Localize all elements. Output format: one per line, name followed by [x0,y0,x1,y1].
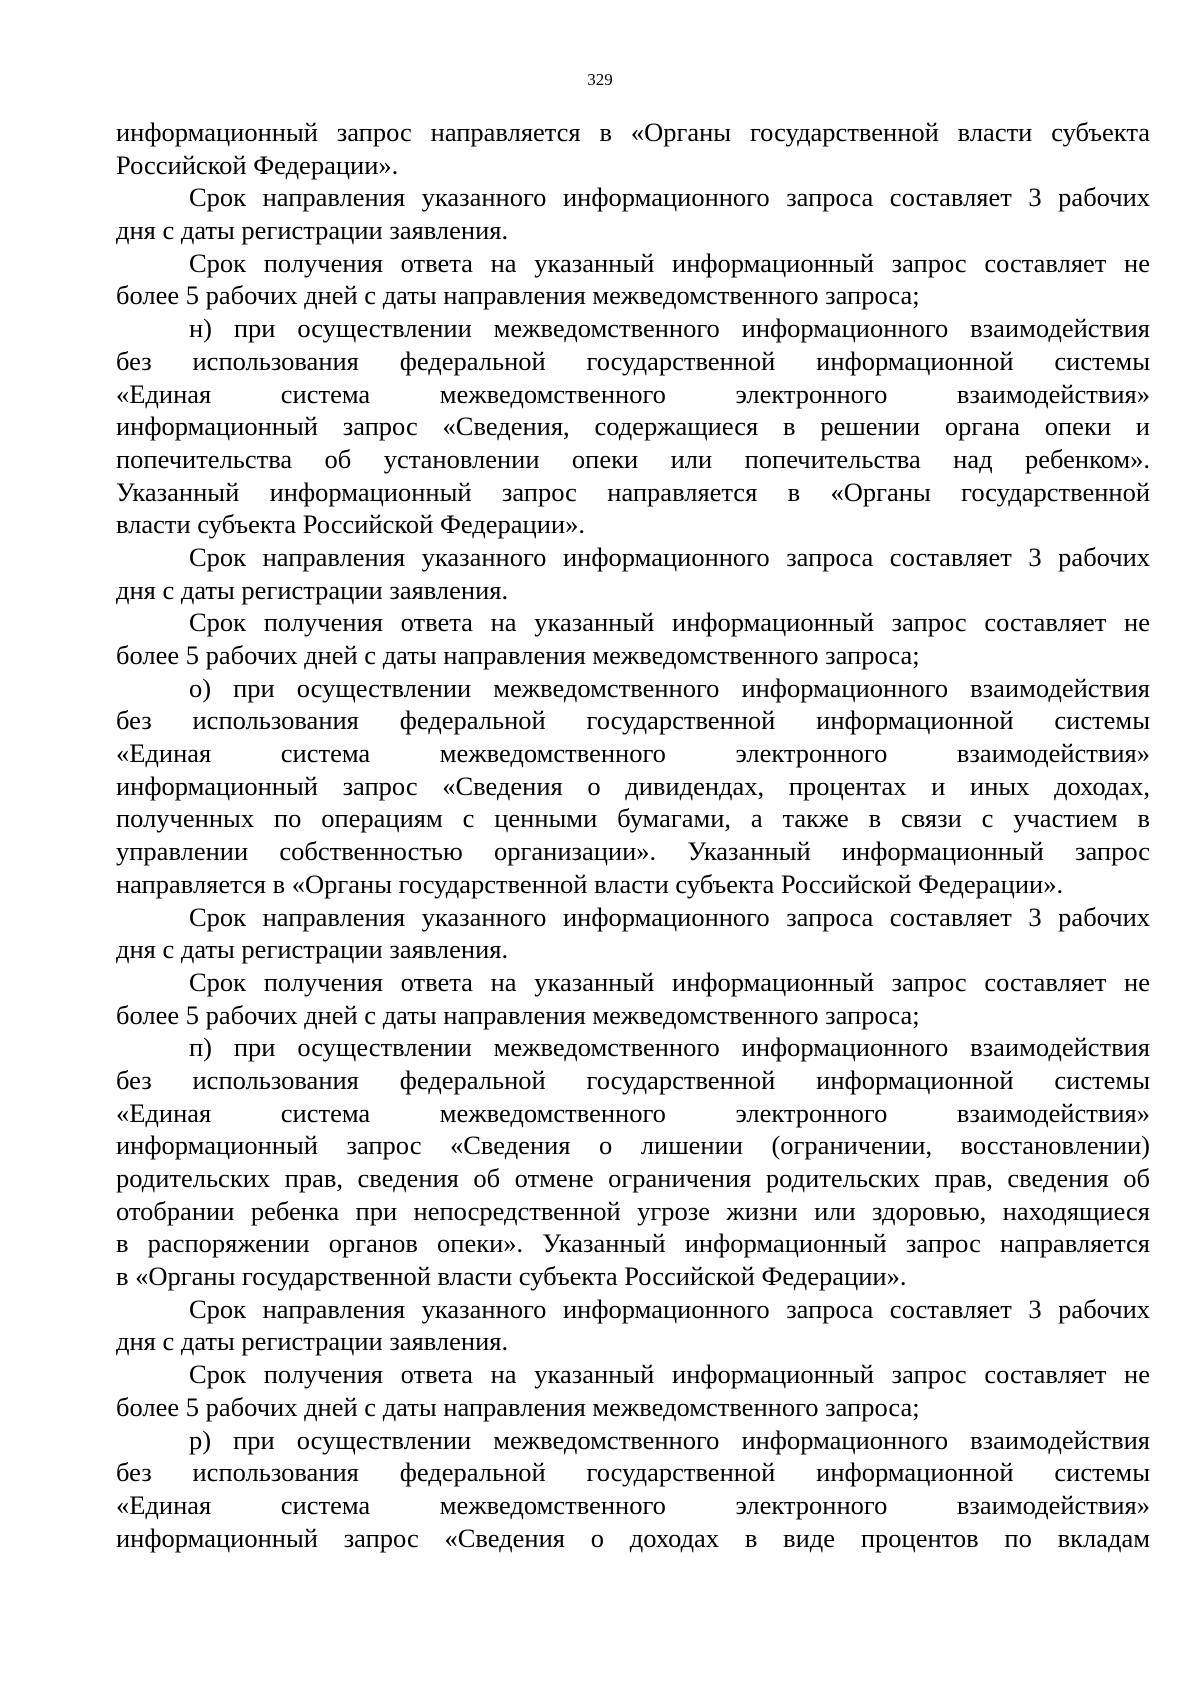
text-line: в распоряжении органов опеки». Указанный информационный запрос направляется [116,1228,1150,1259]
text-line: информационный запрос «Сведения о дивидендах, процентах и иных доходах, [116,770,1150,801]
text-line: дня с даты регистрации заявления. [116,215,509,246]
text-line: Срок получения ответа на указанный информационный запрос составляет не [189,966,1150,997]
text-line: более 5 рабочих дней с даты направления межведомственного запроса; [116,640,920,670]
page-number: 329 [587,70,613,89]
text-line: н) при осуществлении межведомственного информационного взаимодействия [189,313,1150,344]
text-line: «Единая система межведомственного электронного взаимодействия» [116,738,1150,769]
text-line: Срок направления указанного информационного запроса составляет 3 рабочих [189,1293,1150,1324]
text-line: дня с даты регистрации заявления. [116,934,509,965]
text-line: дня с даты регистрации заявления. [116,574,509,605]
text-line: без использования федеральной государственной информационной системы [116,705,1150,736]
text-line: Срок направления указанного информационного запроса составляет 3 рабочих [189,901,1150,932]
text-line: родительских прав, сведения об отмене ограничения родительских прав, сведения об [116,1163,1150,1193]
text-line: попечительства об установлении опеки или попечительства над ребенком». [116,443,1150,474]
text-line: «Единая система межведомственного электронного взаимодействия» [116,1489,1150,1520]
body-text [116,116,1150,1554]
text-line: более 5 рабочих дней с даты направления межведомственного запроса; [116,999,920,1030]
text-line: полученных по операциям с ценными бумагами, а также в связи с участием в [116,803,1150,834]
text-line: Срок получения ответа на указанный информационный запрос составляет не [189,1359,1150,1390]
text-line: без использования федеральной государственной информационной системы [116,345,1150,376]
text-line: о) при осуществлении межведомственного информационного взаимодействия [189,672,1150,703]
text-line: более 5 рабочих дней с даты направления межведомственного запроса; [116,280,920,311]
text-line: п) при осуществлении межведомственного информационного взаимодействия [189,1032,1150,1063]
text-line: без использования федеральной государственной информационной системы [116,1457,1150,1488]
text-line: информационный запрос «Сведения о лишении (ограничении, восстановлении) [116,1130,1150,1161]
text-line: информационный запрос «Сведения о доходах в виде процентов по вкладам [116,1522,1150,1553]
text-line: Указанный информационный запрос направляется в «Органы государственной [116,476,1150,507]
text-line: направляется в «Органы государственной власти субъекта Российской Федерации». [116,868,1064,899]
text-line: Срок направления указанного информационного запроса составляет 3 рабочих [189,182,1150,213]
text-line: информационный запрос «Сведения, содержащиеся в решении органа опеки и [116,411,1150,442]
text-line: в «Органы государственной власти субъекта Российской Федерации». [116,1261,907,1292]
text-line: информационный запрос направляется в «Органы государственной власти субъекта [116,117,1150,147]
text-line: Срок направления указанного информационного запроса составляет 3 рабочих [189,541,1150,572]
text-line: «Единая система межведомственного электронного взаимодействия» [116,378,1150,409]
text-line: р) при осуществлении межведомственного информационного взаимодействия [189,1424,1150,1455]
text-line: Российской Федерации». [116,149,399,180]
text-line: Срок получения ответа на указанный информационный запрос составляет не [189,607,1150,638]
text-line: «Единая система межведомственного электронного взаимодействия» [116,1097,1150,1128]
text-line: управлении собственностью организации». Указанный информационный запрос [116,836,1150,867]
text-line: без использования федеральной государственной информационной системы [116,1064,1150,1095]
text-line: дня с даты регистрации заявления. [116,1326,509,1357]
text-line: власти субъекта Российской Федерации». [116,509,585,540]
text-line: Срок получения ответа на указанный информационный запрос составляет не [189,247,1150,278]
text-line: более 5 рабочих дней с даты направления межведомственного запроса; [116,1391,920,1422]
text-line: отобрании ребенка при непосредственной угрозе жизни или здоровью, находящиеся [116,1195,1150,1226]
